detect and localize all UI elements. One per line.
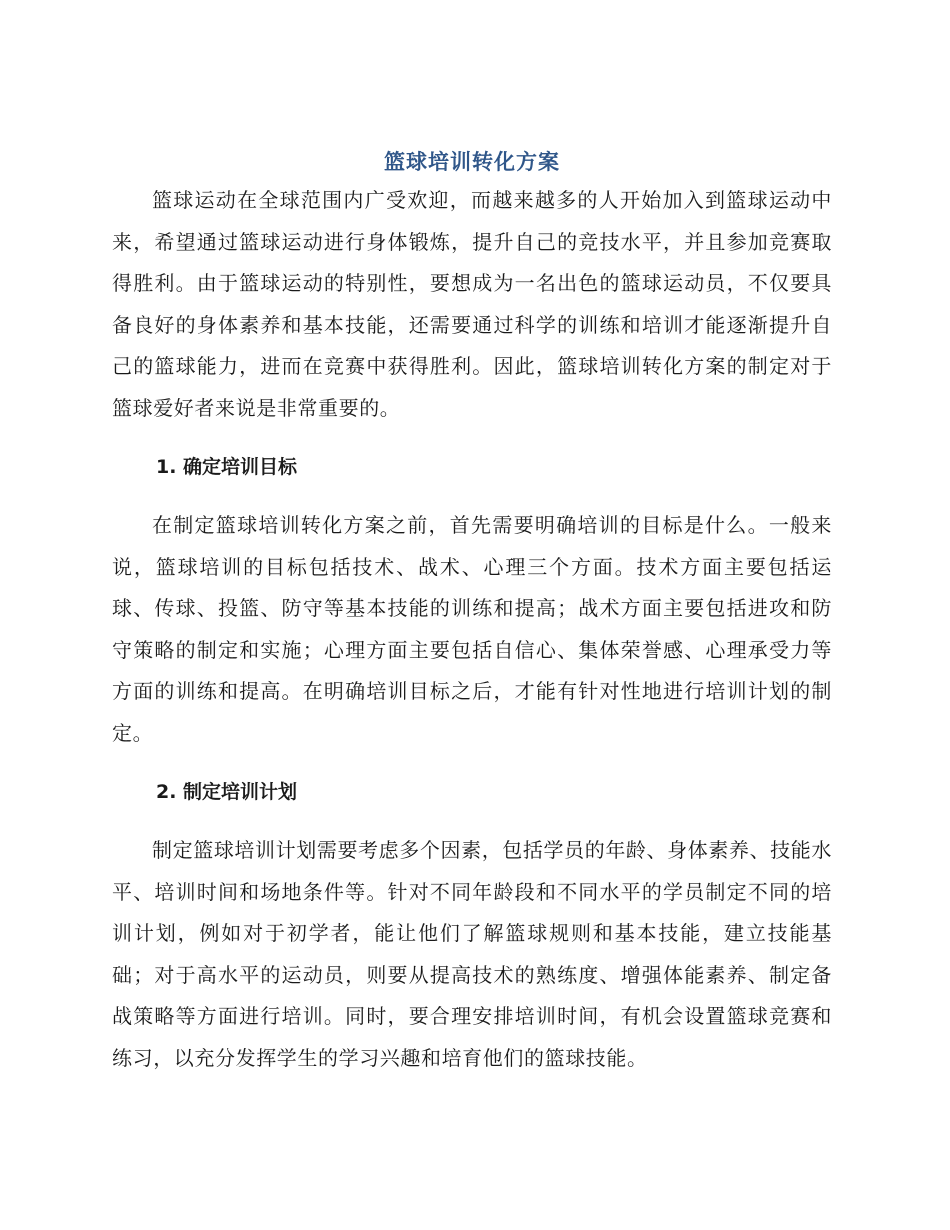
- document-title: 篮球培训转化方案: [384, 150, 560, 174]
- intro-paragraph: 篮球运动在全球范围内广受欢迎，而越来越多的人开始加入到篮球运动中来，希望通过篮球运动进行身体锻炼，提升自己的竞技水平，并且参加竞赛取得胜利。由于篮球运动的特别性，要想成为一名出色的篮球运动员，不仅要具备良好的身体素养和基本技能，还需要通过科学的训练和培训才能逐渐提升自己的篮球能力，进而在竞赛中获得胜利。因此，篮球培训转化方案的制定对于篮球爱好者来说是非常重要的。: [112, 188, 832, 420]
- section-heading-goals: 1. 确定培训目标: [156, 456, 298, 478]
- document-content: [112, 144, 832, 1079]
- section-heading-plan: 2. 制定培训计划: [156, 781, 298, 803]
- section-body-plan: 制定篮球培训计划需要考虑多个因素，包括学员的年龄、身体素养、技能水平、培训时间和场地条件等。针对不同年龄段和不同水平的学员制定不同的培训计划，例如对于初学者，能让他们了解篮球规则和基本技能，建立技能基础；对于高水平的运动员，则要从提高技术的熟练度、增强体能素养、制定备战策略等方面进行培训。同时，要合理安排培训时间，有机会设置篮球竞赛和练习，以充分发挥学生的学习兴趣和培育他们的篮球技能。: [112, 838, 832, 1070]
- section-body-goals: 在制定篮球培训转化方案之前，首先需要明确培训的目标是什么。一般来说，篮球培训的目标包括技术、战术、心理三个方面。技术方面主要包括运球、传球、投篮、防守等基本技能的训练和提高；战术方面主要包括进攻和防守策略的制定和实施；心理方面主要包括自信心、集体荣誉感、心理承受力等方面的训练和提高。在明确培训目标之后，才能有针对性地进行培训计划的制定。: [112, 513, 832, 745]
